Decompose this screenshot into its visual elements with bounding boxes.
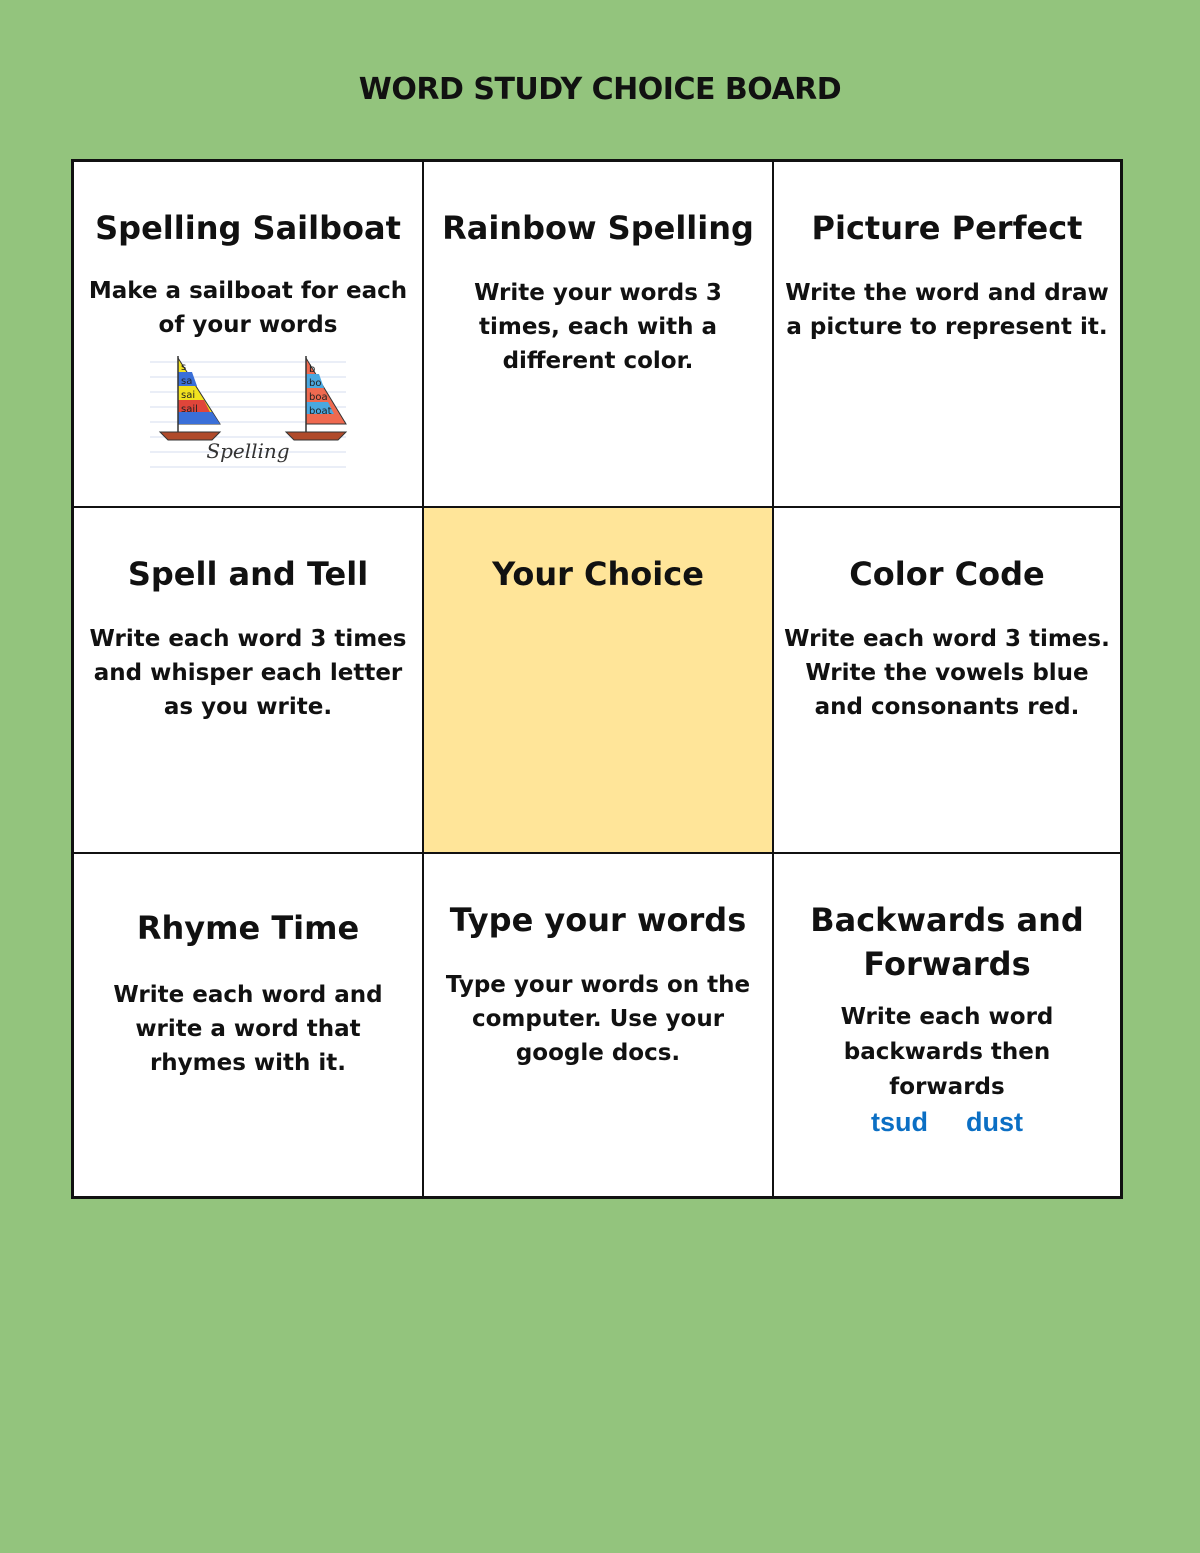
boat2-letter: bo [309,378,322,389]
choice-cell-color-code [774,508,1120,854]
boat1-letter: sai [181,390,196,401]
choice-cell-picture-perfect [774,162,1120,508]
cell-title: Color Code [849,555,1045,593]
cell-text: Write each word backwards then forwards [840,1004,1054,1100]
sailboat-2 [286,356,346,440]
cell-title: Rainbow Spelling [442,209,754,247]
cell-title: Spelling Sailboat [95,209,401,247]
example-words [774,1107,1120,1138]
cell-title: Type your words [449,901,747,939]
cell-text: Type your words on the computer. Use your google docs. [445,972,751,1066]
sailboat-1 [160,356,220,440]
image-caption: Spelling [206,439,290,463]
choice-cell-backwards-and-forwards [774,854,1120,1196]
choice-board [71,159,1123,1199]
boat2-letter: boa [309,392,328,403]
choice-cell-rhyme-time [74,854,424,1196]
choice-cell-rainbow-spelling [424,162,774,508]
example-backwards: tsud [871,1107,928,1137]
example-forwards: dust [966,1107,1023,1137]
boat2-letter: b [309,364,316,375]
cell-text: Write each word 3 times. Write the vowels blue and consonants red. [784,626,1110,720]
choice-cell-spelling-sailboat [74,162,424,508]
cell-title: Spell and Tell [127,555,369,593]
choice-cell-type-your-words [424,854,774,1196]
boat1-letter: sail [181,404,198,415]
sailboat-illustration [148,350,348,472]
boat1-letter: s [181,362,187,373]
cell-title: Rhyme Time [136,909,360,947]
cell-title: Your Choice [492,555,704,593]
cell-text: Write your words 3 times, each with a different color. [474,280,722,374]
cell-text: Make a sailboat for each of your words [88,278,408,338]
boat1-letter: sa [181,376,193,387]
cell-title: Picture Perfect [811,209,1083,247]
cell-text: Write each word 3 times and whisper each letter as you write. [89,626,407,720]
page-title: WORD STUDY CHOICE BOARD [358,72,842,107]
cell-text: Write the word and draw a picture to represent it. [785,280,1109,340]
choice-cell-your-choice [424,508,774,854]
boat2-letter: boat [309,406,332,417]
cell-text: Write each word and write a word that rhymes with it. [113,982,383,1076]
cell-title: Backwards and Forwards [810,901,1084,983]
choice-cell-spell-and-tell [74,508,424,854]
